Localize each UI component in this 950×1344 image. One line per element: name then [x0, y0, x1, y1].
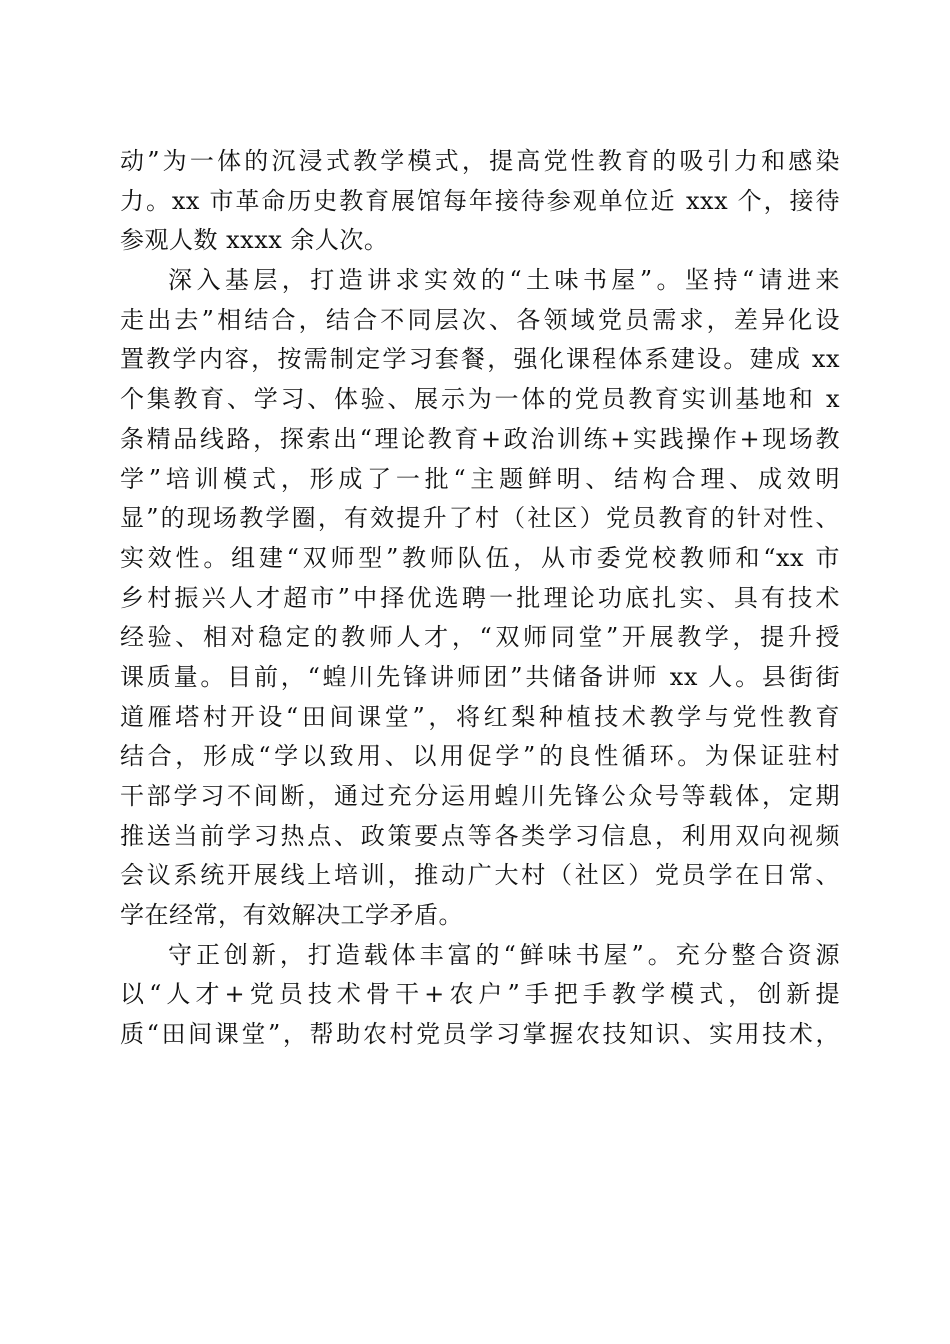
paragraph-2-line-13: 结合，形成“学以致用、以用促学”的良性循环。为保证驻村: [120, 742, 840, 771]
paragraph-2-line-15: 推送当前学习热点、政策要点等各类学习信息，利用双向视频: [120, 821, 840, 850]
paragraph-2-line-14: 干部学习不间断，通过充分运用蝗川先锋公众号等载体，定期: [120, 782, 840, 810]
paragraph-1-line-1: 动”为一体的沉浸式教学模式，提高党性教育的吸引力和感染: [120, 147, 840, 175]
paragraph-3-line-1: 守正创新，打造载体丰富的“鲜味书屋”。充分整合资源: [168, 940, 840, 969]
paragraph-2-line-2: 走出去”相结合，结合不同层次、各领域党员需求，差异化设: [120, 305, 840, 334]
paragraph-2-line-8: 实效性。组建“双师型”教师队伍，从市委党校教师和“xx 市: [120, 543, 840, 572]
paragraph-2-line-7: 显”的现场教学圈，有效提升了村（社区）党员教育的针对性、: [120, 504, 840, 533]
paragraph-2-line-3: 置教学内容，按需制定学习套餐，强化课程体系建设。建成 xx: [120, 345, 840, 374]
paragraph-3-line-3: 质“田间课堂”，帮助农村党员学习掌握农技知识、实用技术，: [120, 1020, 840, 1049]
paragraph-2-line-5: 条精品线路，探索出“理论教育+政治训练+实践操作+现场教: [120, 424, 840, 453]
paragraph-2-line-11: 课质量。目前，“蝗川先锋讲师团”共储备讲师 xx 人。县街街: [120, 662, 840, 691]
paragraph-2-line-12: 道雁塔村开设“田间课堂”，将红梨种植技术教学与党性教育: [120, 702, 840, 731]
paragraph-2-line-17: 学在经常，有效解决工学矛盾。: [120, 901, 463, 930]
paragraph-2-line-10: 经验、相对稳定的教师人才，“双师同堂”开展教学，提升授: [120, 623, 840, 652]
paragraph-2-line-6: 学”培训模式，形成了一批“主题鲜明、结构合理、成效明: [120, 464, 840, 493]
paragraph-2-line-4: 个集教育、学习、体验、展示为一体的党员教育实训基地和 x: [120, 385, 840, 414]
paragraph-3-line-2: 以“人才+党员技术骨干+农户”手把手教学模式，创新提: [120, 980, 840, 1009]
paragraph-2-line-1: 深入基层，打造讲求实效的“土味书屋”。坚持“请进来: [168, 266, 840, 295]
paragraph-1-line-3: 参观人数 xxxx 余人次。: [120, 226, 389, 255]
paragraph-2-line-16: 会议系统开展线上培训，推动广大村（社区）党员学在日常、: [120, 861, 840, 890]
paragraph-2-line-9: 乡村振兴人才超市”中择优选聘一批理论功底扎实、具有技术: [120, 583, 840, 612]
paragraph-1-line-2: 力。xx 市革命历史教育展馆每年接待参观单位近 xxx 个，接待: [120, 186, 840, 215]
body-text: [120, 142, 840, 1055]
